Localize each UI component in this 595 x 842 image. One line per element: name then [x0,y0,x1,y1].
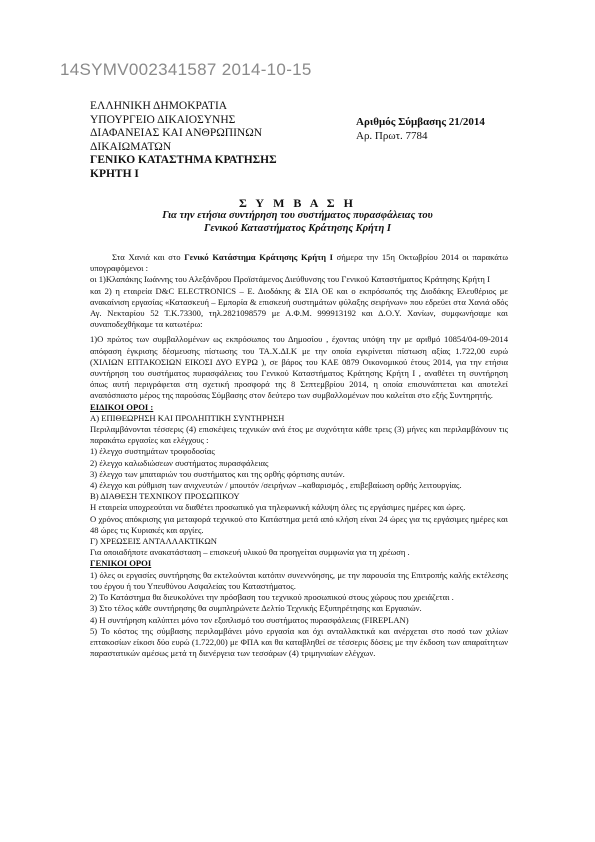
document-title: Σ Υ Μ Β Α Σ Η [239,196,356,210]
reference-numbers [356,116,516,143]
authority-line: ΚΡΗΤΗ Ι [90,167,139,180]
subsection-heading: Γ) ΧΡΕΩΣΕΙΣ ΑΝΤΑΛΛΑΚΤΙΚΩΝ [90,536,217,547]
list-item: 4) έλεγχο και ρύθμιση των ανιχνευτών / μπουτόν /σειρήνων –καθαρισμός , επιβεβαίωση ορθής λειτουργίας. [90,480,462,491]
section-heading: ΓΕΝΙΚΟΙ ΟΡΟΙ [90,558,152,569]
list-item: 4) Η συντήρηση καλύπτει μόνο τον εξοπλισμό του συστήματος πυρασφάλειας (FIREPLAN) [90,614,409,625]
authority-line: ΕΛΛΗΝΙΚΗ ΔΗΜΟΚΡΑΤΙΑ [90,100,228,112]
document-subtitle: Γενικού Καταστήματος Κράτησης Κρήτη Ι [204,222,391,234]
subsection-text: Περιλαμβάνονται τέσσερις (4) επισκέψεις τεχνικών ανά έτος με συχνότητα κάθε τρεις (3) μήνες και περιλαμβάνουν τις παρακάτω εργασίες και ελέγχους : [90,424,508,446]
issuing-authority [90,100,340,181]
intro-text: σήμερα την 15η Οκτωβρίου 2014 οι παρακάτω υπογραφόμενοι : [90,252,508,274]
subsection-heading: Β) ΔΙΑΘΕΣΗ ΤΕΧΝΙΚΟΥ ΠΡΟΣΩΠΙΚΟΥ [90,491,240,502]
authority-line: ΓΕΝΙΚΟ ΚΑΤΑΣΤΗΜΑ ΚΡΑΤΗΣΗΣ [90,154,277,166]
document-subtitle: Για την ετήσια συντήρηση του συστήματος πυρασφάλειας του [162,210,433,221]
document-title-block [60,196,535,235]
authority-line: ΔΙΑΦΑΝΕΙΑΣ ΚΑΙ ΑΝΘΡΩΠΙΝΩΝ [90,127,263,139]
list-item: 2) έλεγχο καλωδιώσεων συστήματος πυρασφάλειας [90,457,269,468]
section-heading: ΕΙΔΙΚΟΙ ΟΡΟΙ : [90,401,154,412]
subsection-text: Ο χρόνος απόκρισης για μεταφορά τεχνικού στο Κατάστημα μετά από κλήση είναι 24 ώρες για τις εργάσιμες ημέρες και 48 ώρες τις Κυριακές και αργίες. [90,513,508,535]
list-item: 2) Το Κατάστημα θα διευκολύνει την πρόσβαση του τεχνικού προσωπικού στους χώρους που χρειάζεται . [90,592,454,603]
list-item: 1) έλεγχο συστημάτων τροφοδοσίας [90,446,215,457]
venue-name: Γενικό Κατάστημα Κράτησης Κρήτη Ι [184,252,333,262]
list-item: 3) έλεγχο των μπαταριών του συστήματος και της ορθής φόρτισης αυτών. [90,468,345,479]
list-item: 3) Στο τέλος κάθε συντήρησης θα συμπληρώνετε Δελτίο Τεχνικής Εξυπηρέτησης και Εργασιών. [90,603,422,614]
subsection-text: Η εταιρεία υποχρεούται να διαθέτει προσωπικό για τηλεφωνική κάλυψη όλες τις εργάσιμες ημέρες και ώρες. [90,502,466,513]
list-item: 5) Το κόστος της σύμβασης περιλαμβάνει μόνο εργασία και όχι ανταλλακτικά και ανέρχεται στο ποσό των χιλίων επτακοσίων είκοσι δύο ευρώ (1.722,00) με ΦΠΑ και θα καταβληθεί σε τέσσερις δόσεις με την έκδοση των απαραίτητων παραστατικών αμέσως μετά τη διενέργεια των τεσσάρων (4) τριμηνιαίων ελέγχων. [90,625,508,659]
party-one-paragraph: οι 1)Κλαπάκης Ιωάννης του Αλεξάνδρου Προϊστάμενος Διεύθυνσης του Γενικού Καταστήματος Κράτησης Κρήτη Ι [90,274,490,285]
agreement-number: Αριθμός Σύμβασης 21/2014 [356,116,485,128]
subsection-heading: Α) ΕΠΙΘΕΩΡΗΣΗ ΚΑΙ ΠΡΟΛΗΠΤΙΚΗ ΣΥΝΤΗΡΗΣΗ [90,412,285,423]
authority-line: ΔΙΚΑΙΩΜΑΤΩΝ [90,140,172,153]
authority-line: ΥΠΟΥΡΓΕΙΟ ΔΙΚΑΙΟΣΥΝΗΣ [90,113,236,126]
document-stamp: 14SYMV002341587 2014-10-15 [60,60,312,79]
clause-paragraph: 1)Ο πρώτος των συμβαλλομένων ως εκπρόσωπος του Δημοσίου , έχοντας υπόψη την με αριθμό 10854/04-09-2014 απόφαση έγκρισης δέσμευσης πίστωσης του ΤΑ.Χ.ΔΙ.Κ με την οποία εγκρίνεται πίστωση αξίας 1.722,00 ευρώ (ΧΙΛΙΩΝ ΕΠΤΑΚΟΣΙΩΝ ΕΙΚΟΣΙ ΔΥΟ ΕΥΡΩ ), σε βάρος του ΚΑΕ 0879 Οικονομικού έτους 2014, για την ετήσια συντήρηση του συστήματος πυρασφάλειας του Γενικού Καταστήματος Κράτησης Κρήτη Ι , αναθέτει τη συντήρηση όπως αυτή περιγράφεται στη σχετική προσφορά της 8 Σεπτεμβρίου 2014, η οποία επισυνάπτεται και αποτελεί αναπόσπαστο μέρος της παρούσας Σύμβασης στον δεύτερο των συμβαλλομένων που καλείται στο εξής Συντηρητής. [90,334,508,401]
party-two-paragraph: και 2) η εταιρεία D&C ELECTRONICS – Ε. Διοδάκης & ΣΙΑ ΟΕ και ο εκπρόσωπός της Διοδάκης Ελευθέριος με ανακαίνιση εργασίας «Κατασκευή – Εμπορία & επισκευή συστημάτων φύλαξης σειρήνων» που εδρεύει στα Χανιά οδός Αγ. Νεκταρίου 52 Τ.Κ.73300, τηλ.2821098579 με Α.Φ.Μ. 999913192 και Δ.Ο.Υ. Χανίων, συμφωνήσαμε και συναποδεχθήκαμε τα κατωτέρω: [90,285,508,330]
protocol-number: Αρ. Πρωτ. 7784 [356,129,428,142]
list-item: 1) όλες οι εργασίες συντήρησης θα εκτελούνται κατόπιν συνεννόησης, με την παρουσία της Επιτροπής καλής εκτέλεσης του έργου ή του Υπευθύνου Ασφαλείας του Καταστήματος. [90,569,508,591]
document-body [90,252,508,659]
intro-text: Στα Χανιά και στο [112,252,185,262]
subsection-text: Για οποιαδήποτε ανακατάσταση – επισκευή υλικού θα προηγείται συμφωνία για τη χρέωση . [90,547,410,558]
intro-paragraph [90,252,508,274]
